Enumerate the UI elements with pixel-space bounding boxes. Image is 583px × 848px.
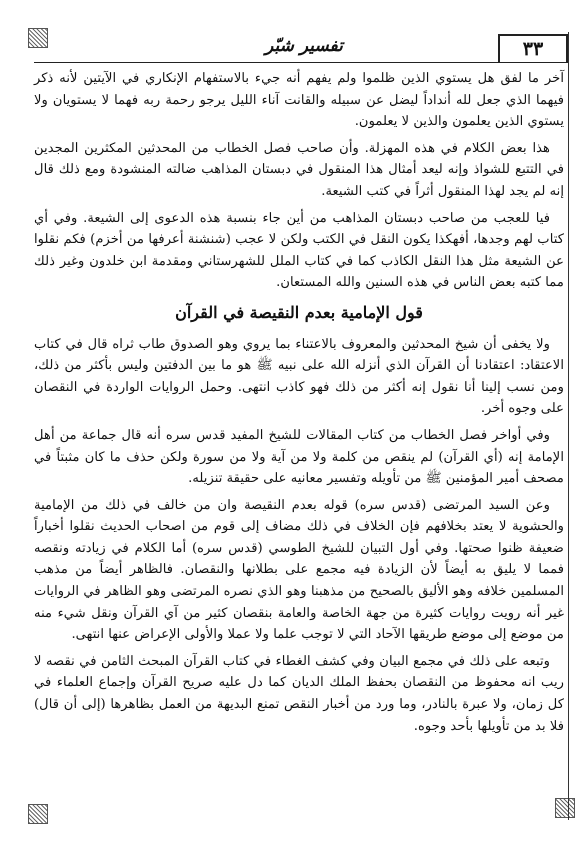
section-heading: قول الإمامية بعدم النقيصة في القرآن [175, 302, 423, 322]
running-title: تفسير شبّر [265, 36, 343, 56]
paragraph-2: هذا بعض الكلام في هذه المهزلة. وأن صاحب فصل الخطاب من المحدثين المكثرين المجدين في التتبع للشواذ وإنه ليعد أمثال هذا المنقول في دبستان المذاهب ضالته المنشودة ومع ذلك قال إنه لم يجد لهذا المنقول أثراً في كتب الشيعة. [34, 140, 564, 199]
page-header [34, 34, 568, 63]
paragraph-6: وعن السيد المرتضى (قدس سره) قوله بعدم النقيصة وان من خالف في ذلك من الإمامية والحشوية لا يعتد بخلافهم فإن الخلاف في ذلك مضاف إلى قوم من اصحاب الحديث نقلوا أخباراً ضعيفة ظنوا صحتها. وفي أول التبيان للشيخ الطوسي (قدس سره) أما الكلام في زيادته ونقصه فمما لا يليق به أيضاً لأن الزيادة فيه مجمع على بطلانها والنقصان. فالظاهر أيضاً من مذهب المسلمين خلافه وهو الأليق بالصحيح من مذهبنا وهو الذي نصره المرتضى وهو الظاهر في الروايات غير أنه رويت روايات كثيرة من جهة الخاصة والعامة بنقصان كثير من آي القرآن ونقل شيء منه من موضع إلى موضع طريقها الآحاد التي لا توجب علما ولا عملا والأولى الإعراض عنها انتهى. [34, 497, 564, 643]
paragraph-4: ولا يخفى أن شيخ المحدثين والمعروف بالاعتناء بما يروي وهو الصدوق طاب ثراه قال في كتاب الاعتقاد: اعتقادنا أن القرآن الذي أنزله الله على نبيه ﷺ هو ما بين الدفتين وليس بأكثر من ذلك، ومن نسب إلينا أنا نقول إنه أكثر من ذلك فهو كاذب انتهى. وحمل الروايات الواردة في النقصان على وجوه أخر. [34, 336, 564, 417]
paragraph-7: وتبعه على ذلك في مجمع البيان وفي كشف الغطاء في كتاب القرآن المبحث الثامن في نقصه لا ريب انه محفوظ من النقصان بحفظ الملك الديان كما دل عليه صريح القرآن وإجماع العلماء في كل زمان، ولا عبرة بالنادر، وما ورد من أخبار النقص تمنع البديهة من العمل بظاهرها (إلى أن قال) فلا بد من تأويلها بأحد وجوه. [34, 653, 564, 734]
page-number: ٣٣ [498, 34, 568, 62]
paragraph-5: وفي أواخر فصل الخطاب من كتاب المقالات للشيخ المفيد قدس سره أنه قال جماعة من أهل الإمامة إنه (أي القرآن) لم ينقص من كلمة ولا من آية ولا من سورة ولكن حذف ما كان مثبتاً في مصحف أمير المؤمنين ﷺ من تأويله وتفسير معانيه على حقيقة تنزيله. [34, 427, 564, 487]
paragraph-1: آخر ما لفق هل يستوي الذين ظلموا ولم يفهم أنه جيء بالاستفهام الإنكاري في الآيتين لأنه ذكر فيهما الذي جعل لله أنداداً ليضل عن سبيله والقانت آناء الليل يرجو رحمة ربه فهما لا يستويان ولا يستوي الذين يعلمون والذين لا يعلمون. [34, 71, 564, 130]
page-body [34, 68, 564, 742]
paragraph-3: فيا للعجب من صاحب دبستان المذاهب من أين جاء بنسبة هذه الدعوى إلى الشيعة. وفي أي كتاب لهم وجدها، أفهكذا يكون النقل في الكتب ولكن لا عجب (شنشنة أعرفها من أخزم) فكم نقلوا عن الشيعة مثل هذا النقل الكاذب كما في كتاب الملل للشهرستاني ومقدمة ابن خلدون وغير ذلك مما كتبه بعض الناس في هذه السنين والله المستعان. [34, 210, 564, 291]
